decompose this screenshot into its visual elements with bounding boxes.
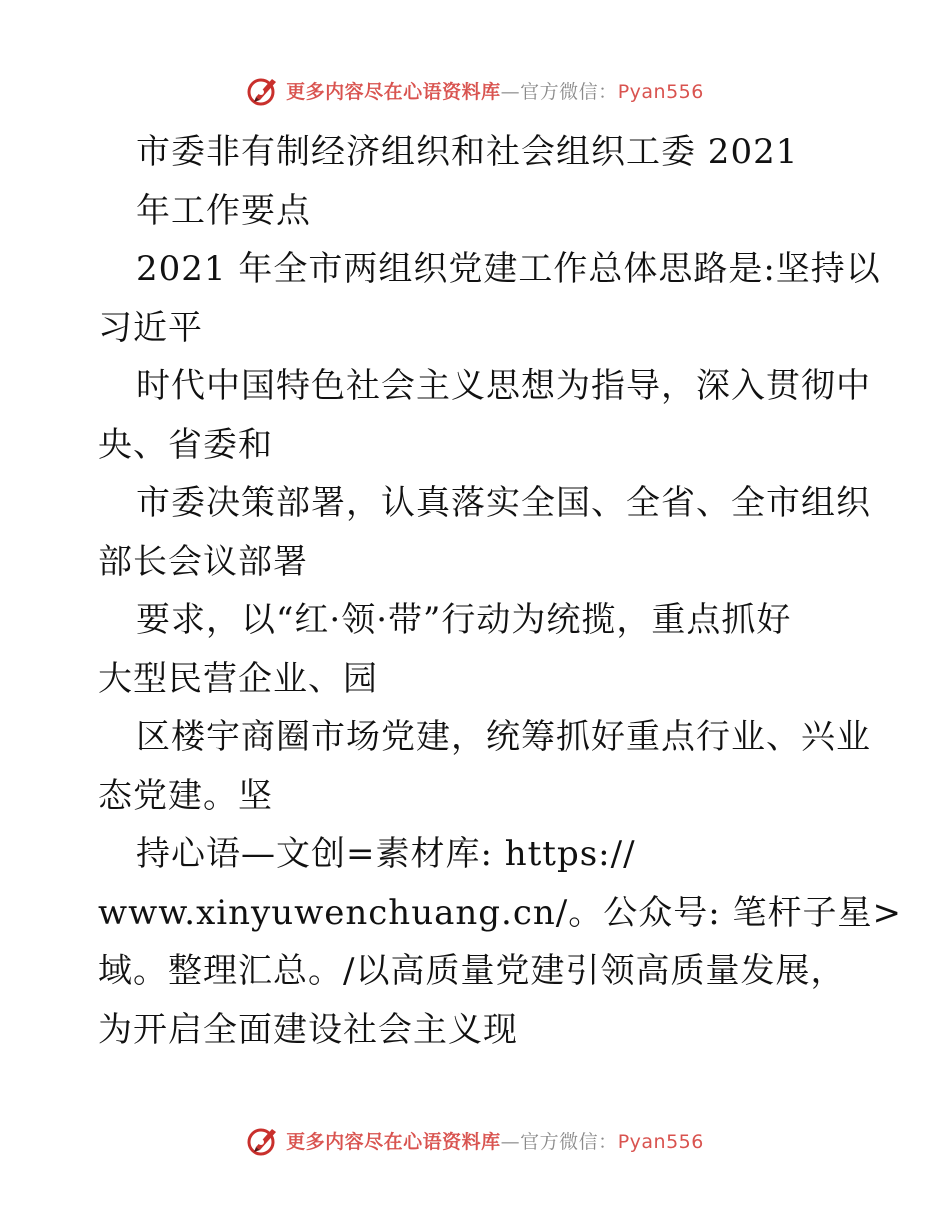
footer-banner — [0, 1120, 950, 1160]
doc-line-11: 区楼宇商圈市场党建，统筹抓好重点行业、兴业 — [136, 717, 871, 757]
footer-banner-inner — [246, 1123, 704, 1157]
footer-separator: — — [500, 1130, 521, 1153]
doc-line-7: 市委决策部署，认真落实全国、全省、全市组织 — [136, 483, 871, 523]
doc-line-10: 大型民营企业、园 — [98, 658, 378, 699]
doc-line-12: 态党建。坚 — [98, 775, 273, 816]
doc-line-16: 为开启全面建设社会主义现 — [98, 1009, 518, 1050]
footer-site-text: 更多内容尽在心语资料库 — [286, 1130, 501, 1153]
header-separator: — — [500, 80, 521, 103]
doc-line-2: 年工作要点 — [136, 190, 311, 231]
quill-pen-logo-icon — [246, 1123, 280, 1157]
footer-wechat-label: 官方微信： — [520, 1130, 618, 1153]
doc-line-8: 部长会议部署 — [98, 541, 308, 582]
header-wechat-label: 官方微信： — [520, 80, 618, 103]
doc-line-6: 央、省委和 — [98, 424, 273, 465]
doc-line-4: 习近平 — [98, 307, 203, 348]
doc-line-1: 市委非有制经济组织和社会组织工委 2021 — [136, 132, 799, 172]
header-wechat-handle: Pyan556 — [617, 80, 704, 103]
header-banner-text — [286, 77, 704, 104]
doc-line-15: 域。整理汇总。/以高质量党建引领高质量发展， — [98, 951, 846, 991]
header-banner — [0, 70, 950, 110]
document-body — [98, 123, 902, 1059]
doc-line-9: 要求，以“红·领·带”行动为统揽，重点抓好 — [136, 600, 792, 640]
doc-line-13: 持心语—文创=素材库: https:// — [136, 834, 636, 874]
doc-line-3: 2021 年全市两组织党建工作总体思路是:坚持以 — [136, 249, 881, 289]
header-site-text: 更多内容尽在心语资料库 — [286, 80, 501, 103]
footer-banner-text — [286, 1127, 704, 1154]
quill-pen-logo-icon — [246, 73, 280, 107]
footer-wechat-handle: Pyan556 — [617, 1130, 704, 1153]
doc-line-14: www.xinyuwenchuang.cn/。公众号: 笔杆子星> — [98, 892, 902, 933]
doc-line-5: 时代中国特色社会主义思想为指导，深入贯彻中 — [136, 366, 871, 406]
header-banner-inner — [246, 73, 704, 107]
